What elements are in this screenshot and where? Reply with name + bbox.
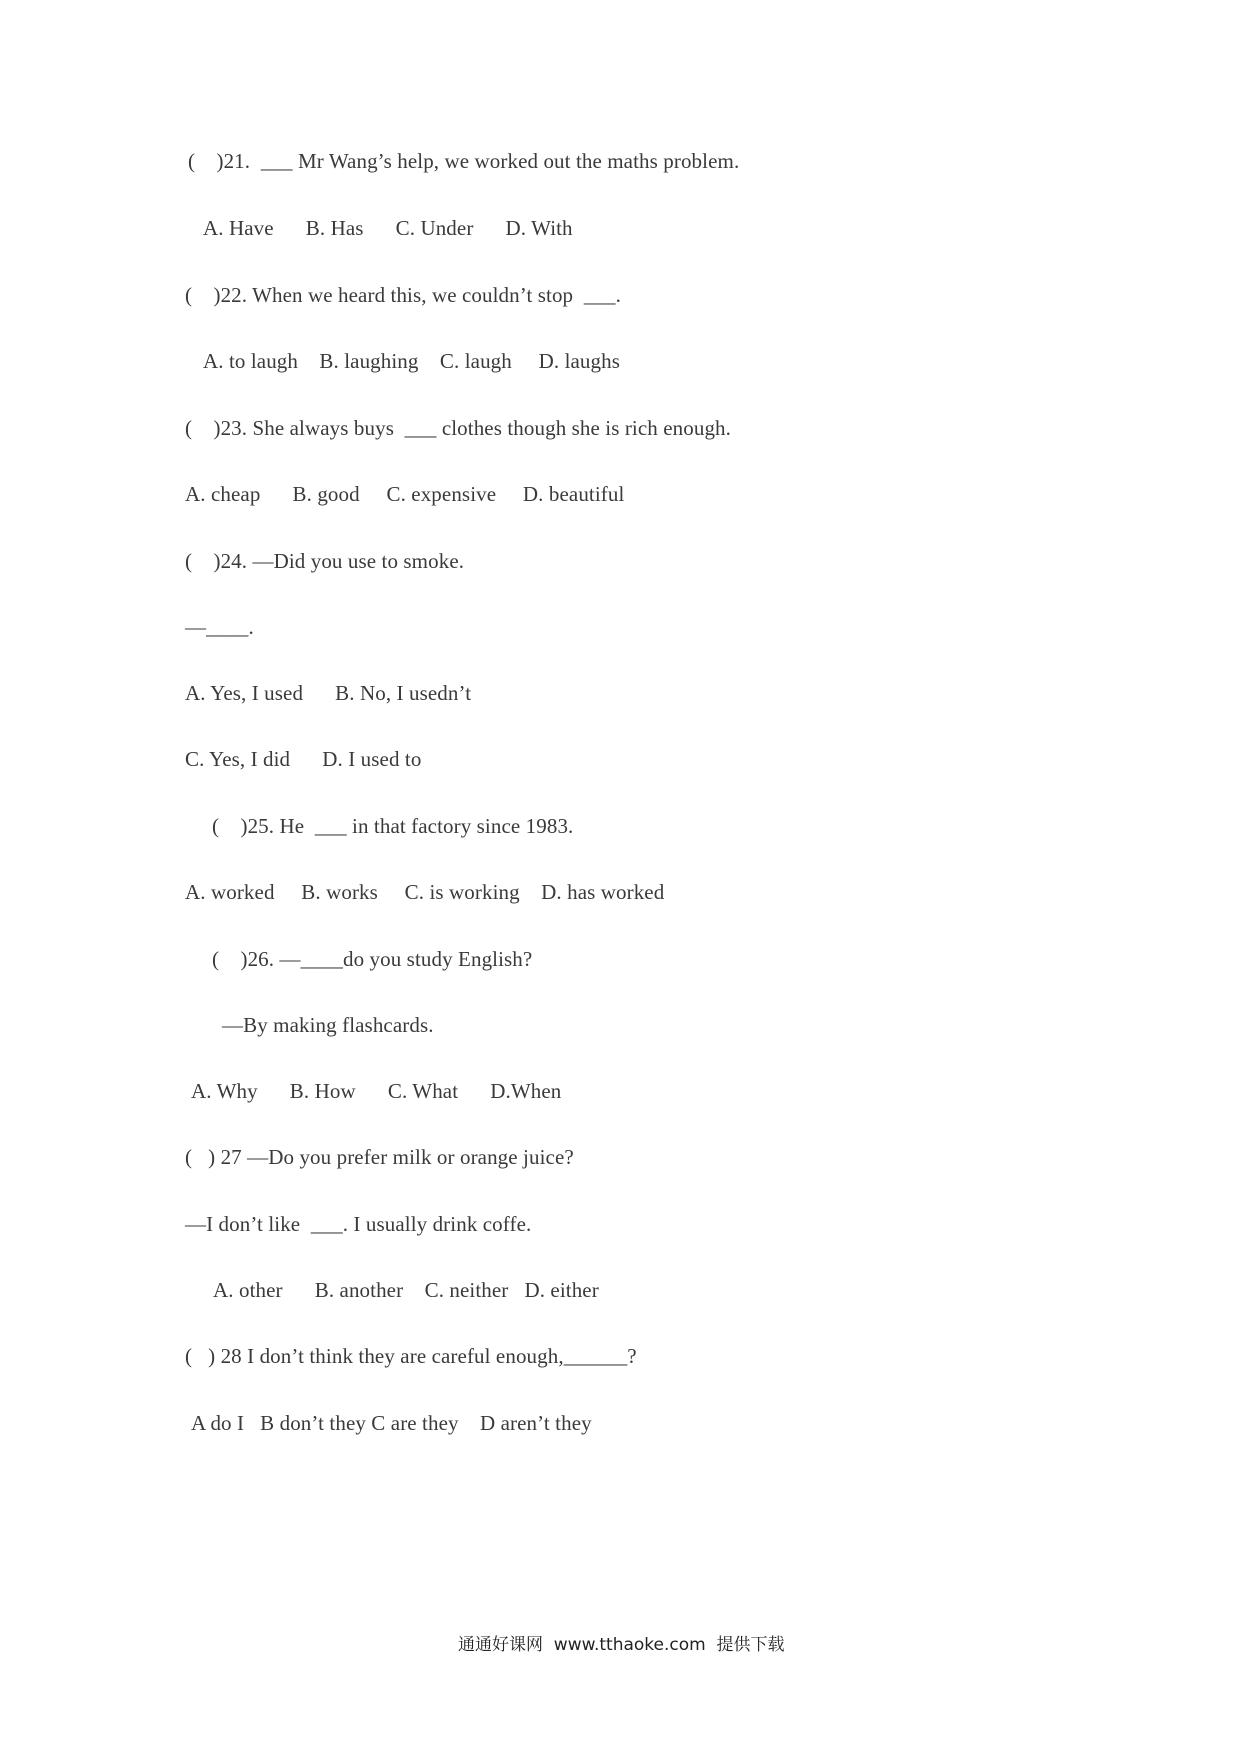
question-26-stem: ( )26. —____do you study English? <box>212 947 533 971</box>
question-28-options: A do I B don’t they C are they D aren’t they <box>191 1411 592 1435</box>
question-24-stem: ( )24. —Did you use to smoke. <box>185 549 465 573</box>
question-24-options-line-1: A. Yes, I used B. No, I usedn’t <box>185 681 472 705</box>
question-22-options: A. to laugh B. laughing C. laugh D. laughs <box>203 349 621 373</box>
question-27-reply: —I don’t like ___. I usually drink coffe. <box>185 1212 532 1236</box>
question-21-stem: ( )21. ___ Mr Wang’s help, we worked out the maths problem. <box>188 149 740 173</box>
question-25-stem: ( )25. He ___ in that factory since 1983. <box>212 814 574 838</box>
question-25-options: A. worked B. works C. is working D. has worked <box>185 880 665 904</box>
question-27-options: A. other B. another C. neither D. either <box>213 1278 599 1302</box>
question-27-stem: ( ) 27 —Do you prefer milk or orange juice? <box>185 1145 574 1169</box>
question-23-stem: ( )23. She always buys ___ clothes though she is rich enough. <box>185 416 732 440</box>
question-23-options: A. cheap B. good C. expensive D. beautiful <box>185 482 625 506</box>
question-28-stem: ( ) 28 I don’t think they are careful enough,______? <box>185 1344 637 1368</box>
question-21-options: A. Have B. Has C. Under D. With <box>203 216 573 240</box>
question-26-options: A. Why B. How C. What D.When <box>191 1079 562 1103</box>
question-22-stem: ( )22. When we heard this, we couldn’t stop ___. <box>185 283 622 307</box>
question-26-reply: —By making flashcards. <box>222 1013 434 1037</box>
page-footer: 通通好课网 www.tthaoke.com 提供下载 <box>458 1635 785 1655</box>
question-24-reply: —____. <box>185 615 254 639</box>
question-24-options-line-2: C. Yes, I did D. I used to <box>185 747 422 771</box>
